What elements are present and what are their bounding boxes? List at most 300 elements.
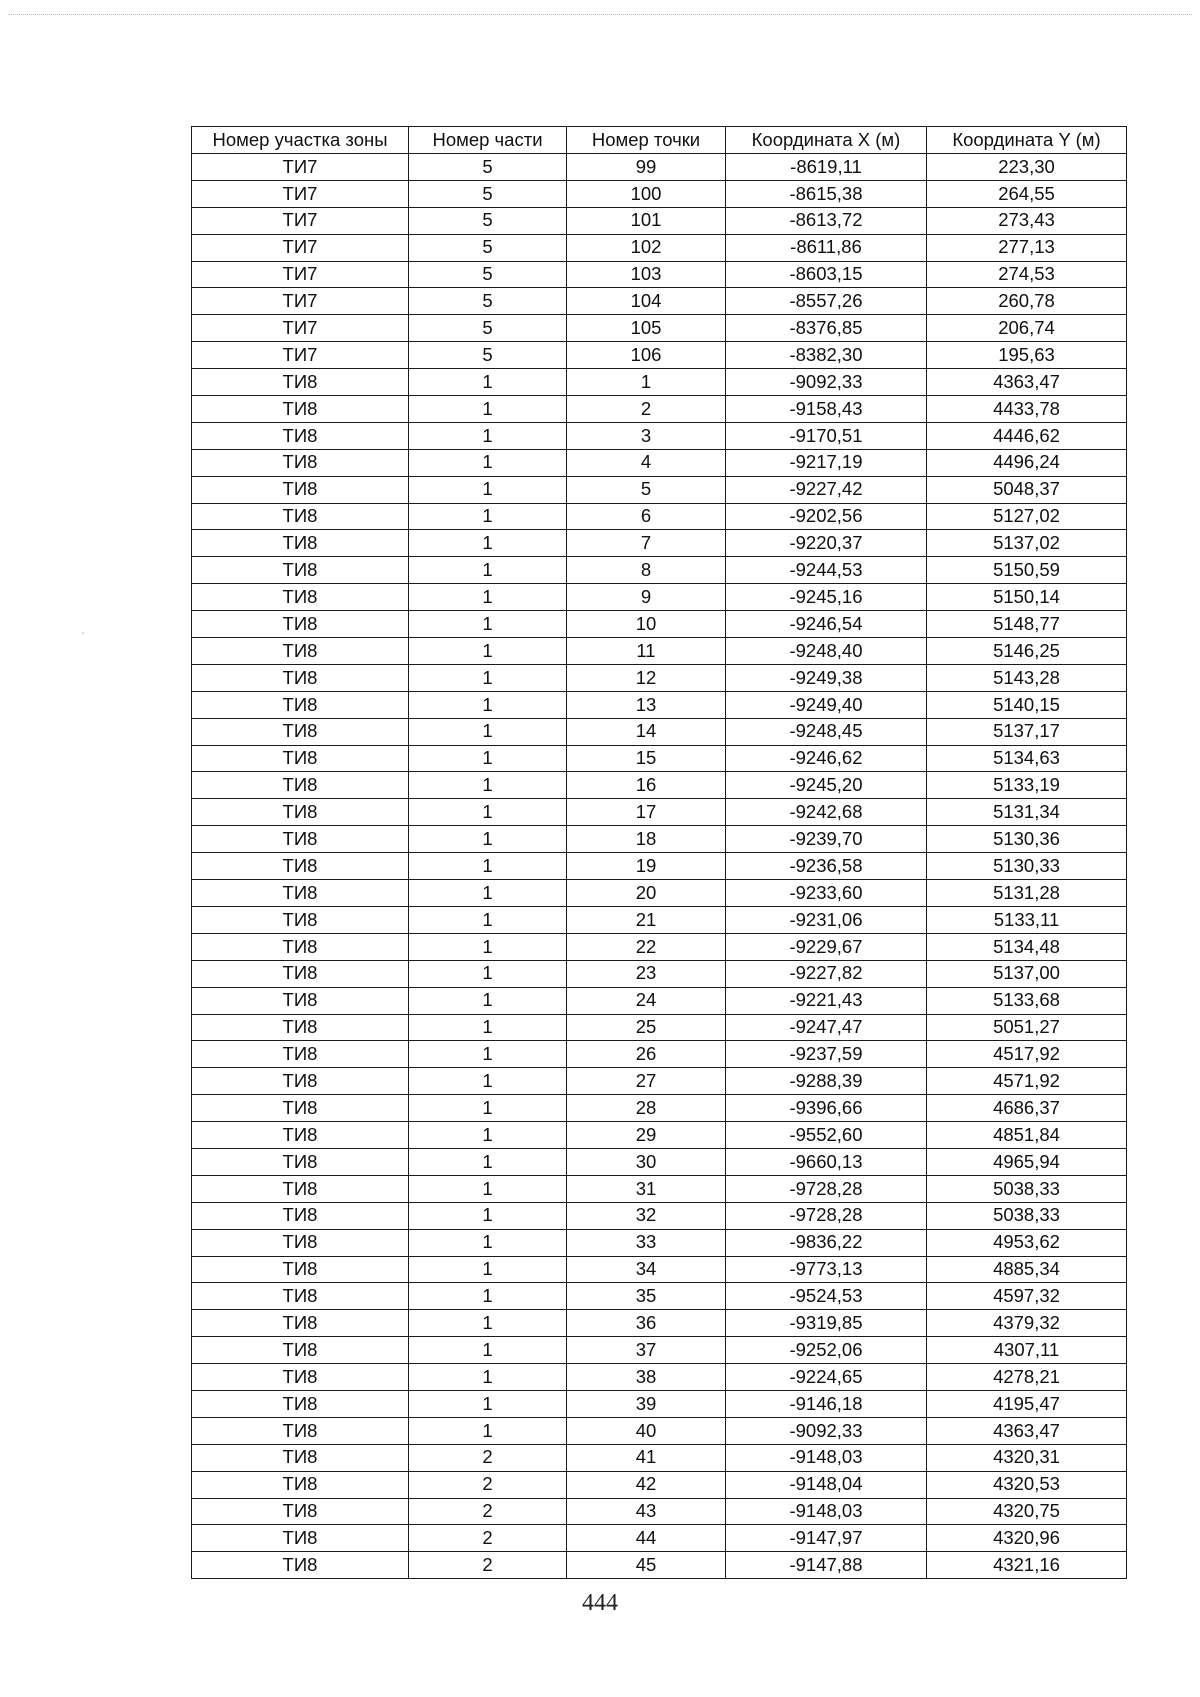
cell-part-number: 1 xyxy=(409,745,567,772)
cell-part-number: 1 xyxy=(409,853,567,880)
cell-part-number: 1 xyxy=(409,906,567,933)
cell-coordinate-x: -9524,53 xyxy=(726,1283,927,1310)
cell-coordinate-y: 5134,63 xyxy=(927,745,1127,772)
cell-coordinate-y: 4597,32 xyxy=(927,1283,1127,1310)
cell-zone-plot: ТИ7 xyxy=(192,315,409,342)
cell-zone-plot: ТИ8 xyxy=(192,1122,409,1149)
cell-coordinate-x: -9229,67 xyxy=(726,933,927,960)
cell-coordinate-y: 4363,47 xyxy=(927,1417,1127,1444)
cell-zone-plot: ТИ8 xyxy=(192,1390,409,1417)
cell-coordinate-y: 5131,34 xyxy=(927,799,1127,826)
cell-part-number: 1 xyxy=(409,691,567,718)
cell-coordinate-x: -9248,40 xyxy=(726,638,927,665)
cell-coordinate-x: -9147,97 xyxy=(726,1525,927,1552)
cell-part-number: 5 xyxy=(409,207,567,234)
cell-point-number: 30 xyxy=(567,1148,726,1175)
cell-zone-plot: ТИ8 xyxy=(192,745,409,772)
cell-zone-plot: ТИ7 xyxy=(192,207,409,234)
cell-point-number: 24 xyxy=(567,987,726,1014)
cell-part-number: 1 xyxy=(409,1122,567,1149)
cell-coordinate-x: -8611,86 xyxy=(726,234,927,261)
cell-coordinate-x: -8619,11 xyxy=(726,154,927,181)
cell-part-number: 5 xyxy=(409,342,567,369)
cell-coordinate-y: 4885,34 xyxy=(927,1256,1127,1283)
cell-part-number: 1 xyxy=(409,584,567,611)
cell-point-number: 27 xyxy=(567,1068,726,1095)
table-row xyxy=(192,1095,1127,1122)
table-row xyxy=(192,799,1127,826)
header-point-number: Номер точки xyxy=(567,127,726,154)
cell-coordinate-y: 4433,78 xyxy=(927,396,1127,423)
cell-coordinate-x: -9221,43 xyxy=(726,987,927,1014)
cell-coordinate-x: -9227,42 xyxy=(726,476,927,503)
cell-zone-plot: ТИ8 xyxy=(192,853,409,880)
table-row xyxy=(192,557,1127,584)
cell-part-number: 1 xyxy=(409,503,567,530)
cell-zone-plot: ТИ8 xyxy=(192,1417,409,1444)
cell-zone-plot: ТИ8 xyxy=(192,772,409,799)
cell-coordinate-y: 4446,62 xyxy=(927,422,1127,449)
page-number: 444 xyxy=(582,1590,618,1616)
cell-zone-plot: ТИ7 xyxy=(192,288,409,315)
table-row xyxy=(192,207,1127,234)
cell-coordinate-x: -9247,47 xyxy=(726,1014,927,1041)
table-row xyxy=(192,1068,1127,1095)
cell-coordinate-x: -9220,37 xyxy=(726,530,927,557)
cell-coordinate-x: -9147,88 xyxy=(726,1552,927,1579)
table-row xyxy=(192,718,1127,745)
header-zone-plot-number: Номер участка зоны xyxy=(192,127,409,154)
cell-part-number: 1 xyxy=(409,476,567,503)
cell-point-number: 40 xyxy=(567,1417,726,1444)
cell-point-number: 19 xyxy=(567,853,726,880)
cell-point-number: 101 xyxy=(567,207,726,234)
cell-point-number: 25 xyxy=(567,1014,726,1041)
cell-zone-plot: ТИ8 xyxy=(192,960,409,987)
cell-point-number: 9 xyxy=(567,584,726,611)
cell-coordinate-x: -8603,15 xyxy=(726,261,927,288)
cell-coordinate-x: -9246,54 xyxy=(726,611,927,638)
cell-coordinate-y: 4321,16 xyxy=(927,1552,1127,1579)
cell-coordinate-x: -9170,51 xyxy=(726,422,927,449)
cell-coordinate-y: 206,74 xyxy=(927,315,1127,342)
table-row xyxy=(192,906,1127,933)
table-row xyxy=(192,503,1127,530)
cell-part-number: 1 xyxy=(409,396,567,423)
cell-coordinate-x: -9217,19 xyxy=(726,449,927,476)
cell-coordinate-x: -9237,59 xyxy=(726,1041,927,1068)
cell-coordinate-y: 4496,24 xyxy=(927,449,1127,476)
cell-coordinate-y: 5137,02 xyxy=(927,530,1127,557)
cell-zone-plot: ТИ8 xyxy=(192,691,409,718)
cell-point-number: 37 xyxy=(567,1337,726,1364)
cell-zone-plot: ТИ7 xyxy=(192,261,409,288)
cell-coordinate-x: -9728,28 xyxy=(726,1202,927,1229)
cell-coordinate-y: 4320,53 xyxy=(927,1471,1127,1498)
cell-part-number: 1 xyxy=(409,772,567,799)
cell-point-number: 1 xyxy=(567,369,726,396)
cell-zone-plot: ТИ8 xyxy=(192,1552,409,1579)
table-row xyxy=(192,1364,1127,1391)
cell-point-number: 8 xyxy=(567,557,726,584)
cell-coordinate-y: 5137,00 xyxy=(927,960,1127,987)
cell-point-number: 28 xyxy=(567,1095,726,1122)
cell-coordinate-y: 4363,47 xyxy=(927,369,1127,396)
cell-part-number: 1 xyxy=(409,449,567,476)
coordinates-table xyxy=(191,126,1127,1579)
cell-point-number: 11 xyxy=(567,638,726,665)
cell-part-number: 1 xyxy=(409,664,567,691)
cell-coordinate-x: -9249,38 xyxy=(726,664,927,691)
cell-point-number: 34 xyxy=(567,1256,726,1283)
table-row xyxy=(192,1283,1127,1310)
cell-coordinate-x: -9836,22 xyxy=(726,1229,927,1256)
cell-point-number: 39 xyxy=(567,1390,726,1417)
cell-part-number: 1 xyxy=(409,826,567,853)
table-row xyxy=(192,342,1127,369)
cell-point-number: 12 xyxy=(567,664,726,691)
cell-zone-plot: ТИ8 xyxy=(192,880,409,907)
cell-point-number: 3 xyxy=(567,422,726,449)
table-row xyxy=(192,1417,1127,1444)
cell-coordinate-x: -9773,13 xyxy=(726,1256,927,1283)
cell-part-number: 1 xyxy=(409,1256,567,1283)
cell-zone-plot: ТИ8 xyxy=(192,557,409,584)
cell-coordinate-x: -9242,68 xyxy=(726,799,927,826)
table-body xyxy=(192,154,1127,1579)
cell-zone-plot: ТИ8 xyxy=(192,503,409,530)
cell-part-number: 2 xyxy=(409,1525,567,1552)
cell-part-number: 1 xyxy=(409,1417,567,1444)
cell-zone-plot: ТИ8 xyxy=(192,584,409,611)
cell-zone-plot: ТИ8 xyxy=(192,1014,409,1041)
cell-coordinate-x: -9148,03 xyxy=(726,1444,927,1471)
cell-part-number: 2 xyxy=(409,1552,567,1579)
cell-point-number: 14 xyxy=(567,718,726,745)
table-row xyxy=(192,1148,1127,1175)
cell-part-number: 1 xyxy=(409,718,567,745)
cell-coordinate-y: 260,78 xyxy=(927,288,1127,315)
cell-coordinate-x: -9319,85 xyxy=(726,1310,927,1337)
cell-point-number: 33 xyxy=(567,1229,726,1256)
cell-point-number: 2 xyxy=(567,396,726,423)
cell-coordinate-x: -9246,62 xyxy=(726,745,927,772)
cell-part-number: 1 xyxy=(409,1283,567,1310)
table-row xyxy=(192,1202,1127,1229)
cell-coordinate-y: 4571,92 xyxy=(927,1068,1127,1095)
cell-coordinate-y: 4320,75 xyxy=(927,1498,1127,1525)
cell-part-number: 1 xyxy=(409,1202,567,1229)
table-row xyxy=(192,1014,1127,1041)
cell-coordinate-x: -9396,66 xyxy=(726,1095,927,1122)
cell-coordinate-y: 4320,31 xyxy=(927,1444,1127,1471)
cell-zone-plot: ТИ8 xyxy=(192,1337,409,1364)
cell-point-number: 103 xyxy=(567,261,726,288)
cell-point-number: 17 xyxy=(567,799,726,826)
cell-zone-plot: ТИ8 xyxy=(192,1525,409,1552)
cell-point-number: 20 xyxy=(567,880,726,907)
table-row xyxy=(192,180,1127,207)
cell-coordinate-y: 5143,28 xyxy=(927,664,1127,691)
cell-part-number: 1 xyxy=(409,1337,567,1364)
cell-zone-plot: ТИ8 xyxy=(192,1256,409,1283)
cell-coordinate-x: -9245,20 xyxy=(726,772,927,799)
table-row xyxy=(192,449,1127,476)
cell-point-number: 104 xyxy=(567,288,726,315)
cell-coordinate-y: 5133,19 xyxy=(927,772,1127,799)
cell-part-number: 5 xyxy=(409,315,567,342)
cell-coordinate-x: -9092,33 xyxy=(726,369,927,396)
table-row xyxy=(192,1337,1127,1364)
cell-coordinate-y: 274,53 xyxy=(927,261,1127,288)
cell-part-number: 1 xyxy=(409,530,567,557)
cell-part-number: 1 xyxy=(409,1041,567,1068)
table-row xyxy=(192,1444,1127,1471)
cell-point-number: 4 xyxy=(567,449,726,476)
cell-part-number: 1 xyxy=(409,799,567,826)
cell-coordinate-y: 5038,33 xyxy=(927,1175,1127,1202)
cell-coordinate-y: 5130,36 xyxy=(927,826,1127,853)
cell-coordinate-x: -9158,43 xyxy=(726,396,927,423)
cell-coordinate-y: 5148,77 xyxy=(927,611,1127,638)
cell-coordinate-y: 4965,94 xyxy=(927,1148,1127,1175)
header-coordinate-x: Координата X (м) xyxy=(726,127,927,154)
cell-point-number: 43 xyxy=(567,1498,726,1525)
cell-zone-plot: ТИ8 xyxy=(192,1498,409,1525)
cell-coordinate-x: -8382,30 xyxy=(726,342,927,369)
cell-coordinate-x: -8557,26 xyxy=(726,288,927,315)
table-row xyxy=(192,987,1127,1014)
cell-part-number: 5 xyxy=(409,180,567,207)
cell-point-number: 13 xyxy=(567,691,726,718)
cell-zone-plot: ТИ7 xyxy=(192,180,409,207)
header-coordinate-y: Координата Y (м) xyxy=(927,127,1127,154)
table-row xyxy=(192,1498,1127,1525)
cell-point-number: 100 xyxy=(567,180,726,207)
cell-zone-plot: ТИ7 xyxy=(192,234,409,261)
cell-part-number: 1 xyxy=(409,1014,567,1041)
cell-part-number: 1 xyxy=(409,880,567,907)
cell-coordinate-x: -9146,18 xyxy=(726,1390,927,1417)
cell-coordinate-y: 4686,37 xyxy=(927,1095,1127,1122)
cell-zone-plot: ТИ8 xyxy=(192,1471,409,1498)
cell-zone-plot: ТИ8 xyxy=(192,611,409,638)
cell-point-number: 44 xyxy=(567,1525,726,1552)
cell-part-number: 1 xyxy=(409,369,567,396)
cell-coordinate-x: -9239,70 xyxy=(726,826,927,853)
cell-zone-plot: ТИ8 xyxy=(192,826,409,853)
cell-point-number: 32 xyxy=(567,1202,726,1229)
table-row xyxy=(192,1525,1127,1552)
cell-coordinate-x: -9252,06 xyxy=(726,1337,927,1364)
cell-part-number: 2 xyxy=(409,1471,567,1498)
table-row xyxy=(192,772,1127,799)
cell-coordinate-y: 5127,02 xyxy=(927,503,1127,530)
cell-zone-plot: ТИ8 xyxy=(192,1283,409,1310)
cell-point-number: 41 xyxy=(567,1444,726,1471)
cell-zone-plot: ТИ7 xyxy=(192,342,409,369)
cell-part-number: 5 xyxy=(409,234,567,261)
cell-part-number: 1 xyxy=(409,1068,567,1095)
table-row xyxy=(192,1310,1127,1337)
cell-point-number: 38 xyxy=(567,1364,726,1391)
cell-coordinate-y: 4953,62 xyxy=(927,1229,1127,1256)
cell-point-number: 16 xyxy=(567,772,726,799)
cell-part-number: 1 xyxy=(409,933,567,960)
cell-zone-plot: ТИ8 xyxy=(192,1229,409,1256)
cell-zone-plot: ТИ8 xyxy=(192,987,409,1014)
cell-point-number: 105 xyxy=(567,315,726,342)
table-row xyxy=(192,584,1127,611)
table-row xyxy=(192,1471,1127,1498)
cell-coordinate-y: 4851,84 xyxy=(927,1122,1127,1149)
cell-zone-plot: ТИ8 xyxy=(192,1175,409,1202)
cell-zone-plot: ТИ8 xyxy=(192,530,409,557)
cell-coordinate-x: -9249,40 xyxy=(726,691,927,718)
cell-coordinate-y: 4278,21 xyxy=(927,1364,1127,1391)
cell-part-number: 1 xyxy=(409,1364,567,1391)
cell-part-number: 5 xyxy=(409,288,567,315)
cell-coordinate-y: 264,55 xyxy=(927,180,1127,207)
cell-coordinate-y: 5038,33 xyxy=(927,1202,1127,1229)
cell-coordinate-x: -9552,60 xyxy=(726,1122,927,1149)
cell-coordinate-y: 5146,25 xyxy=(927,638,1127,665)
cell-coordinate-y: 4195,47 xyxy=(927,1390,1127,1417)
cell-coordinate-x: -8613,72 xyxy=(726,207,927,234)
table-row xyxy=(192,369,1127,396)
cell-coordinate-x: -8615,38 xyxy=(726,180,927,207)
table-row xyxy=(192,638,1127,665)
table-row xyxy=(192,154,1127,181)
cell-zone-plot: ТИ8 xyxy=(192,638,409,665)
cell-coordinate-y: 4379,32 xyxy=(927,1310,1127,1337)
cell-coordinate-y: 4307,11 xyxy=(927,1337,1127,1364)
cell-coordinate-y: 5150,59 xyxy=(927,557,1127,584)
table-row xyxy=(192,853,1127,880)
cell-point-number: 29 xyxy=(567,1122,726,1149)
cell-part-number: 1 xyxy=(409,960,567,987)
cell-coordinate-x: -9202,56 xyxy=(726,503,927,530)
cell-part-number: 1 xyxy=(409,1390,567,1417)
table-row xyxy=(192,396,1127,423)
cell-coordinate-x: -9236,58 xyxy=(726,853,927,880)
cell-point-number: 15 xyxy=(567,745,726,772)
header-part-number: Номер части xyxy=(409,127,567,154)
table-row xyxy=(192,1122,1127,1149)
table-row xyxy=(192,288,1127,315)
cell-coordinate-x: -9092,33 xyxy=(726,1417,927,1444)
cell-zone-plot: ТИ8 xyxy=(192,664,409,691)
cell-zone-plot: ТИ8 xyxy=(192,1068,409,1095)
cell-zone-plot: ТИ8 xyxy=(192,476,409,503)
cell-point-number: 18 xyxy=(567,826,726,853)
cell-zone-plot: ТИ8 xyxy=(192,396,409,423)
table-row xyxy=(192,826,1127,853)
cell-zone-plot: ТИ8 xyxy=(192,933,409,960)
cell-point-number: 23 xyxy=(567,960,726,987)
cell-zone-plot: ТИ8 xyxy=(192,369,409,396)
cell-coordinate-x: -9248,45 xyxy=(726,718,927,745)
cell-zone-plot: ТИ8 xyxy=(192,1444,409,1471)
cell-coordinate-y: 5150,14 xyxy=(927,584,1127,611)
cell-zone-plot: ТИ8 xyxy=(192,1095,409,1122)
table-row xyxy=(192,422,1127,449)
cell-part-number: 1 xyxy=(409,422,567,449)
cell-point-number: 102 xyxy=(567,234,726,261)
cell-coordinate-y: 223,30 xyxy=(927,154,1127,181)
cell-point-number: 7 xyxy=(567,530,726,557)
cell-point-number: 99 xyxy=(567,154,726,181)
cell-point-number: 106 xyxy=(567,342,726,369)
table-row xyxy=(192,1175,1127,1202)
table-row xyxy=(192,880,1127,907)
cell-point-number: 22 xyxy=(567,933,726,960)
scan-speck xyxy=(82,632,84,634)
scan-top-edge xyxy=(8,14,1192,15)
cell-part-number: 5 xyxy=(409,261,567,288)
cell-coordinate-y: 5130,33 xyxy=(927,853,1127,880)
table-row xyxy=(192,1256,1127,1283)
cell-point-number: 6 xyxy=(567,503,726,530)
cell-coordinate-x: -9233,60 xyxy=(726,880,927,907)
cell-coordinate-y: 4517,92 xyxy=(927,1041,1127,1068)
table-row xyxy=(192,261,1127,288)
cell-zone-plot: ТИ8 xyxy=(192,1202,409,1229)
cell-zone-plot: ТИ8 xyxy=(192,1364,409,1391)
cell-part-number: 1 xyxy=(409,638,567,665)
table-row xyxy=(192,1552,1127,1579)
table-row xyxy=(192,1229,1127,1256)
cell-coordinate-x: -9728,28 xyxy=(726,1175,927,1202)
table-row xyxy=(192,611,1127,638)
cell-part-number: 1 xyxy=(409,611,567,638)
cell-coordinate-x: -9148,04 xyxy=(726,1471,927,1498)
table-header xyxy=(192,127,1127,154)
cell-coordinate-x: -9288,39 xyxy=(726,1068,927,1095)
cell-zone-plot: ТИ8 xyxy=(192,906,409,933)
cell-part-number: 2 xyxy=(409,1498,567,1525)
cell-coordinate-y: 5133,11 xyxy=(927,906,1127,933)
table-row xyxy=(192,476,1127,503)
cell-coordinate-x: -9245,16 xyxy=(726,584,927,611)
cell-coordinate-y: 277,13 xyxy=(927,234,1127,261)
cell-coordinate-x: -8376,85 xyxy=(726,315,927,342)
cell-part-number: 5 xyxy=(409,154,567,181)
cell-point-number: 10 xyxy=(567,611,726,638)
table-row xyxy=(192,530,1127,557)
cell-point-number: 35 xyxy=(567,1283,726,1310)
cell-coordinate-x: -9660,13 xyxy=(726,1148,927,1175)
cell-point-number: 31 xyxy=(567,1175,726,1202)
cell-point-number: 21 xyxy=(567,906,726,933)
cell-point-number: 45 xyxy=(567,1552,726,1579)
table-row xyxy=(192,745,1127,772)
table-row xyxy=(192,933,1127,960)
cell-part-number: 1 xyxy=(409,1310,567,1337)
cell-zone-plot: ТИ8 xyxy=(192,449,409,476)
table-row xyxy=(192,315,1127,342)
table-row xyxy=(192,960,1127,987)
cell-zone-plot: ТИ8 xyxy=(192,1310,409,1337)
cell-coordinate-x: -9231,06 xyxy=(726,906,927,933)
cell-part-number: 2 xyxy=(409,1444,567,1471)
cell-coordinate-y: 5134,48 xyxy=(927,933,1127,960)
cell-point-number: 36 xyxy=(567,1310,726,1337)
table-row xyxy=(192,1390,1127,1417)
cell-coordinate-y: 195,63 xyxy=(927,342,1127,369)
header-row xyxy=(192,127,1127,154)
cell-zone-plot: ТИ8 xyxy=(192,1041,409,1068)
